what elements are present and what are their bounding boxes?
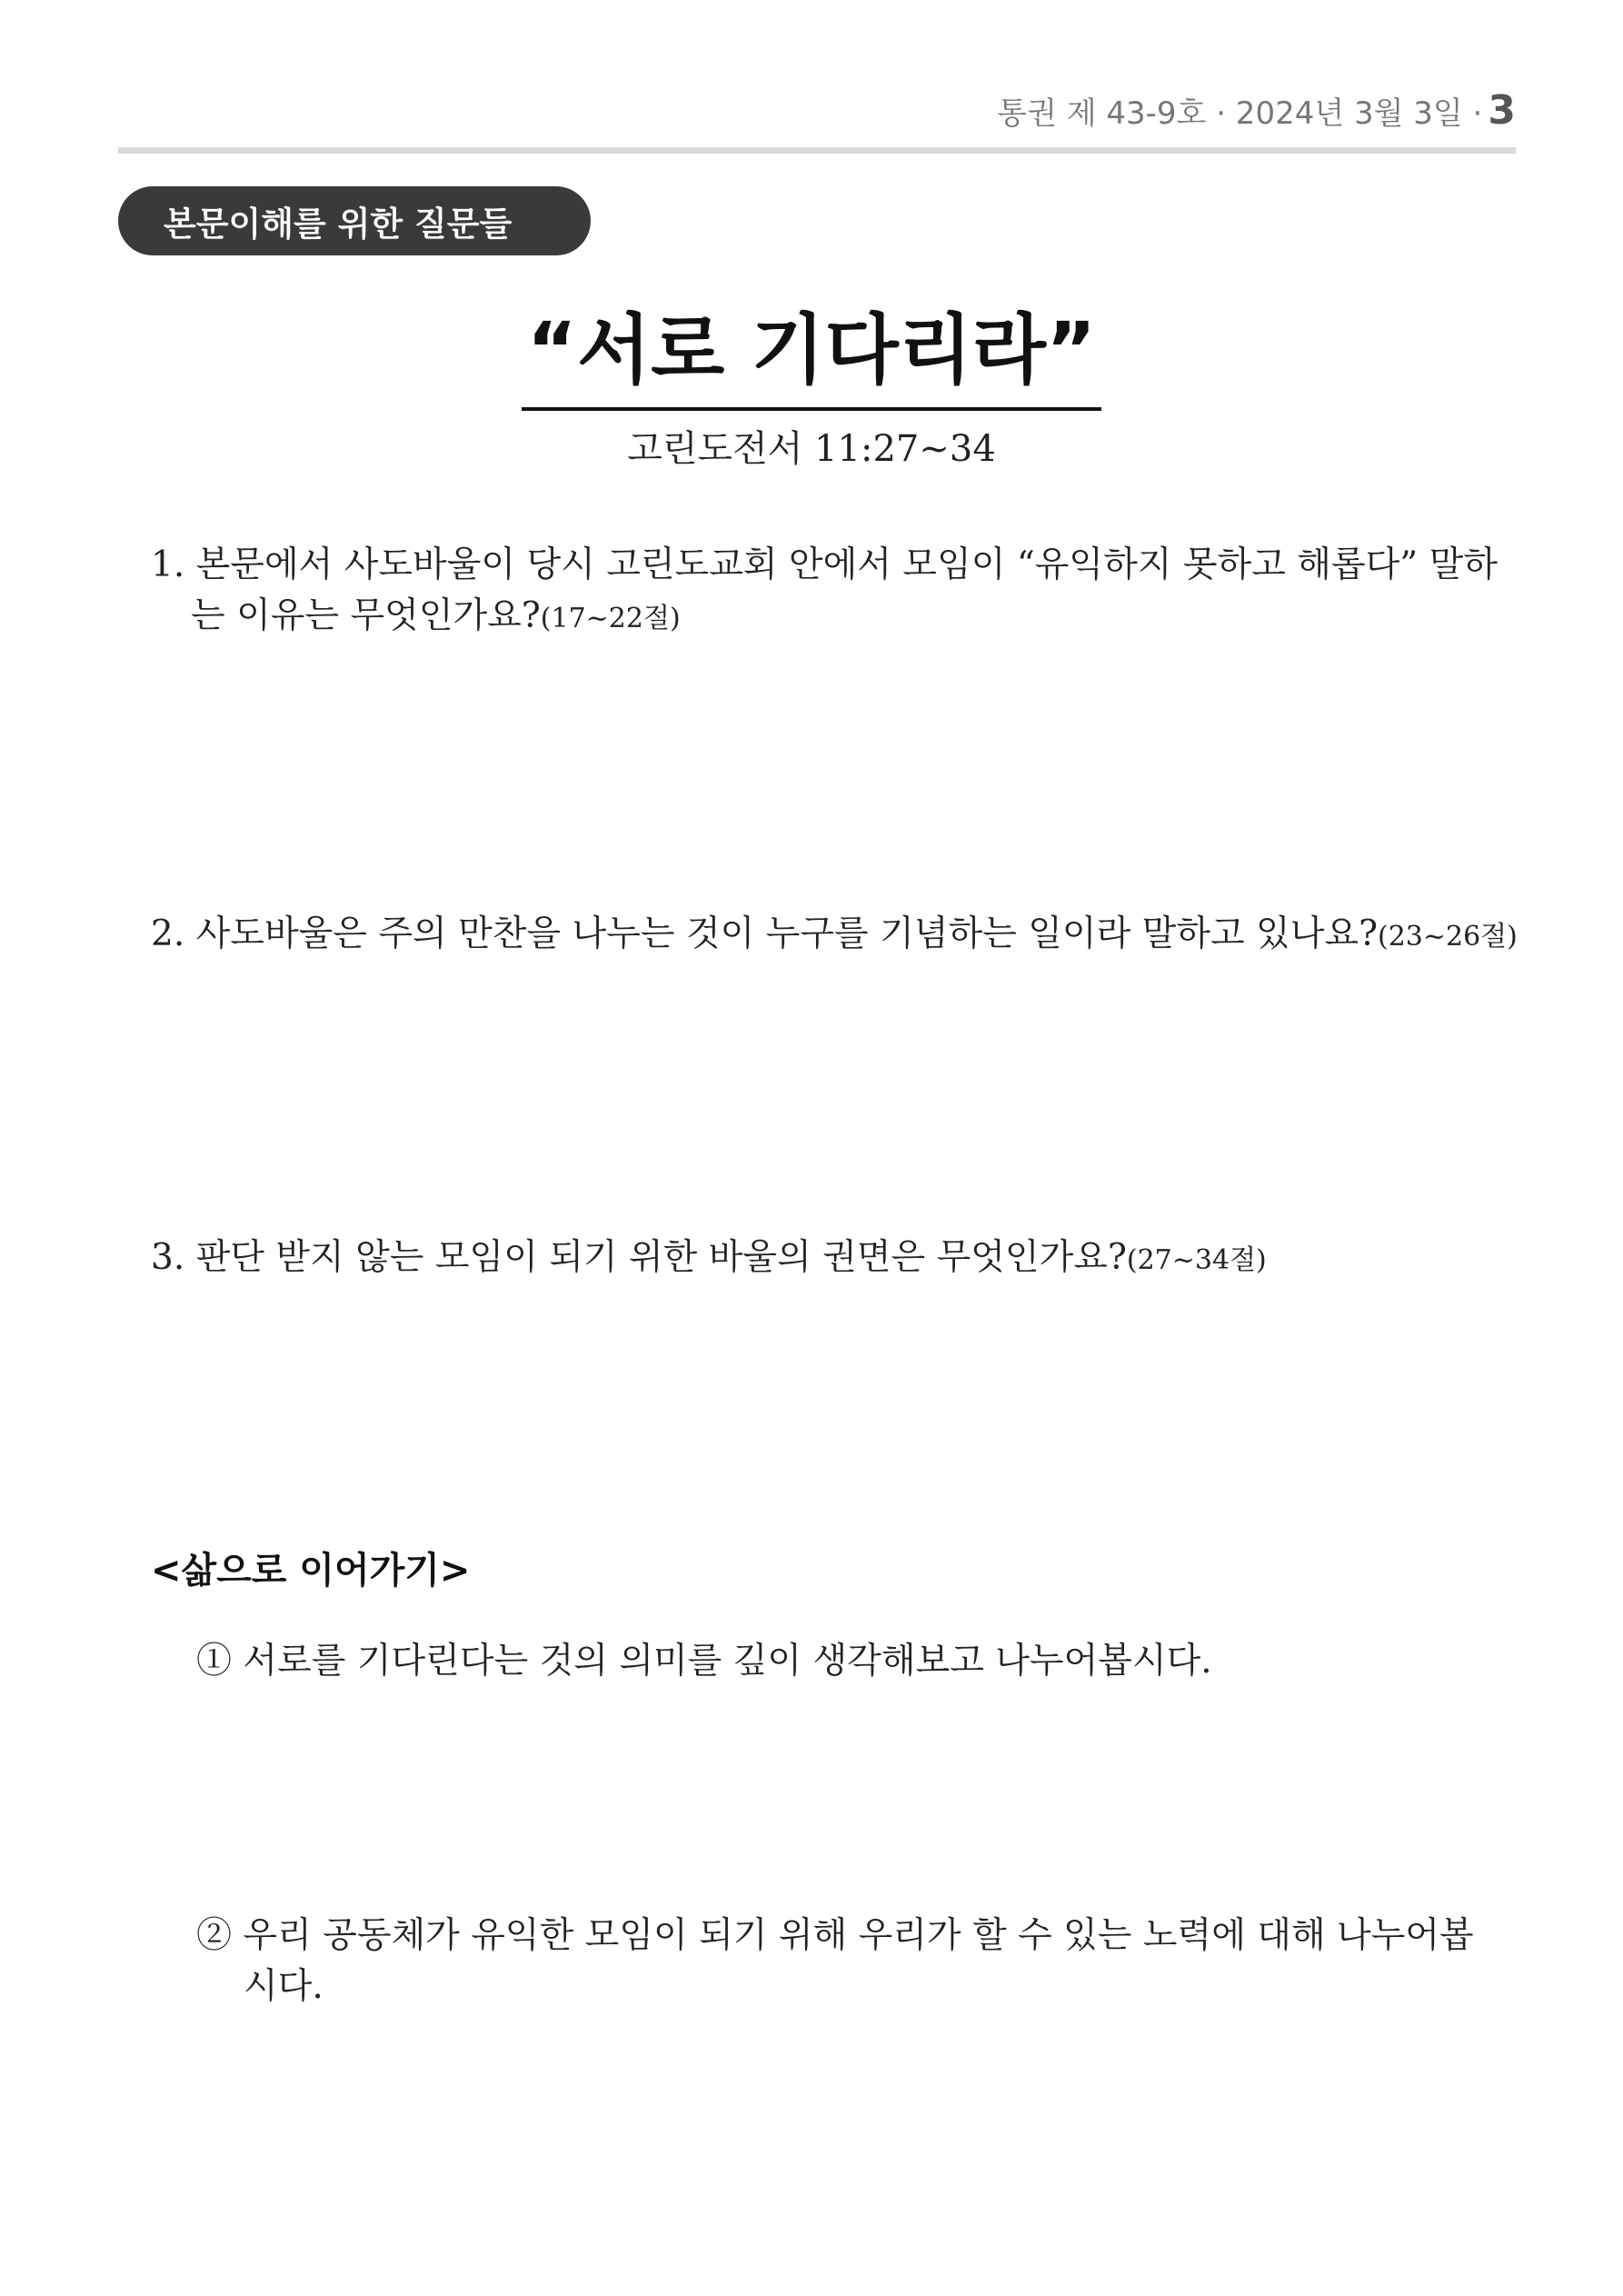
question-3-verses: (27~34절) [1126, 1244, 1267, 1276]
title-block [0, 300, 1623, 411]
issue-info: 통권 제 43-9호 · 2024년 3월 3일 · [997, 95, 1483, 132]
question-1-verses: (17~22절) [540, 603, 681, 634]
question-2-text: 2. 사도바울은 주의 만찬을 나누는 것이 누구를 기념하는 일이라 말하고 있나요? [151, 913, 1378, 954]
life-application-title: <삶으로 이어가기> [151, 1550, 471, 1592]
page-number: 3 [1488, 87, 1516, 134]
question-2 [151, 909, 1523, 963]
section-label: 본문이해를 위한 질문들 [118, 186, 591, 255]
question-3-text: 3. 판단 받지 않는 모임이 되기 위한 바울의 권면은 무엇인가요? [151, 1237, 1127, 1278]
question-1-text: 1. 본문에서 사도바울이 당시 고린도교회 안에서 모임이 “유익하지 못하고 해롭다” 말하는 이유는 무엇인가요? [151, 544, 1498, 636]
life-application-item-1: ① 서로를 기다린다는 것의 의미를 깊이 생각해보고 나누어봅시다. [196, 1641, 1212, 1682]
scripture-reference: 고린도전서 11:27~34 [627, 428, 996, 470]
header-divider [118, 147, 1516, 154]
sermon-title: “서로 기다리라” [522, 300, 1102, 411]
question-1 [151, 540, 1523, 644]
question-2-verses: (23~26절) [1377, 921, 1518, 953]
life-application-item-2: ② 우리 공동체가 유익한 모임이 되기 위해 우리가 할 수 있는 노력에 대해 나누어봅시다. [196, 1915, 1474, 2007]
question-3 [151, 1233, 1523, 1286]
page-header [997, 87, 1516, 142]
